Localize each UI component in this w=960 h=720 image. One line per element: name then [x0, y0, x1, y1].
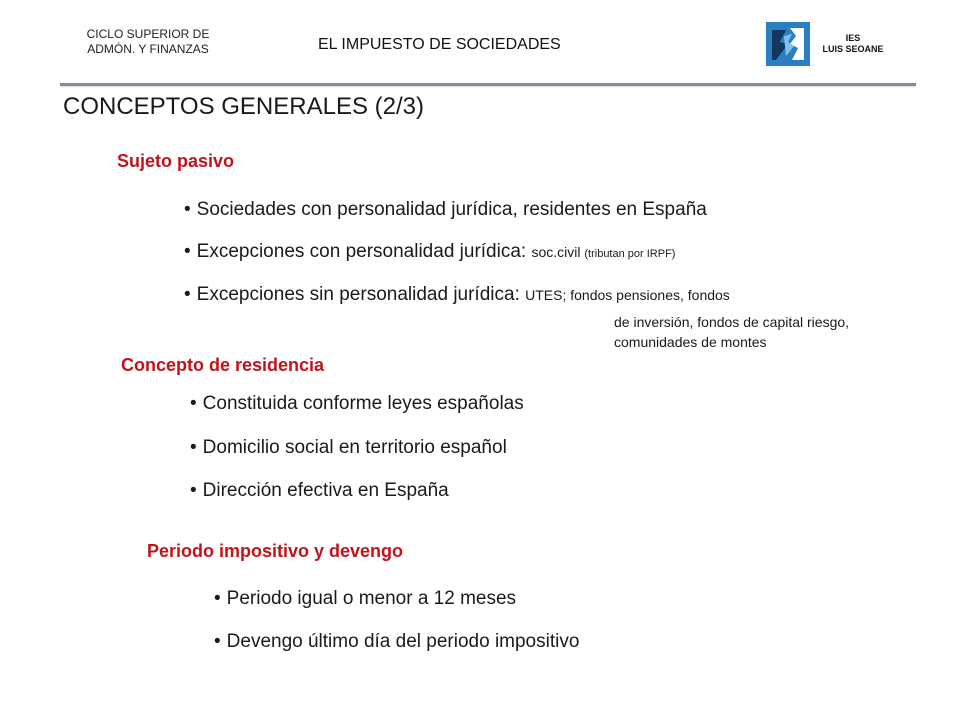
bullet-dot: • — [184, 241, 191, 262]
school-line-2: LUIS SEOANE — [822, 44, 884, 54]
continuation-line-1: de inversión, fondos de capital riesgo, — [614, 314, 850, 330]
continuation-line-2: comunidades de montes — [614, 334, 767, 350]
bullet-sociedades — [184, 199, 707, 221]
school-logo — [766, 22, 810, 66]
bullet-text: Excepciones sin personalidad jurídica: — [196, 284, 526, 305]
bullet-periodo-igual — [214, 588, 516, 610]
bullet-dot: • — [190, 437, 197, 458]
bullet-text: Constituida conforme leyes españolas — [202, 393, 524, 414]
school-logo-icon — [766, 22, 810, 66]
bullet-dot: • — [190, 393, 197, 414]
section-heading-sujeto-pasivo: Sujeto pasivo — [117, 151, 235, 171]
bullet-excepciones-con — [184, 241, 675, 263]
bullet-devengo — [214, 631, 579, 653]
bullet-small-text: soc.civil — [531, 244, 585, 260]
bullet-continuation — [614, 312, 849, 352]
bullet-excepciones-sin — [184, 284, 730, 306]
section-heading-residencia: Concepto de residencia — [121, 355, 325, 375]
school-name — [818, 33, 888, 55]
bullet-dot: • — [214, 588, 221, 609]
bullet-text: Devengo último día del periodo impositivo — [226, 631, 580, 652]
bullet-text: Domicilio social en territorio español — [202, 437, 507, 458]
bullet-text: Dirección efectiva en España — [202, 480, 449, 501]
course-line-1: CICLO SUPERIOR DE — [86, 27, 210, 41]
bullet-dot: • — [190, 480, 197, 501]
course-label — [66, 27, 230, 57]
bullet-dot: • — [184, 199, 191, 220]
school-line-1: IES — [845, 33, 861, 43]
bullet-text: Sociedades con personalidad jurídica, residentes en España — [196, 199, 707, 220]
bullet-text: Excepciones con personalidad jurídica: — [196, 241, 532, 262]
course-line-2: ADMÓN. Y FINANZAS — [87, 42, 209, 56]
bullet-small-text: UTES; fondos pensiones, fondos — [525, 287, 730, 303]
slide-title: CONCEPTOS GENERALES (2/3) — [63, 93, 424, 120]
bullet-domicilio — [190, 437, 507, 459]
bullet-dot: • — [184, 284, 191, 305]
bullet-text: Periodo igual o menor a 12 meses — [226, 588, 517, 609]
bullet-constituida — [190, 393, 524, 415]
bullet-note: (tributan por IRPF) — [584, 248, 676, 260]
bullet-direccion — [190, 480, 449, 502]
header-divider — [60, 83, 916, 86]
bullet-dot: • — [214, 631, 221, 652]
topic-title: EL IMPUESTO DE SOCIEDADES — [318, 36, 561, 53]
section-heading-periodo: Periodo impositivo y devengo — [147, 541, 404, 561]
